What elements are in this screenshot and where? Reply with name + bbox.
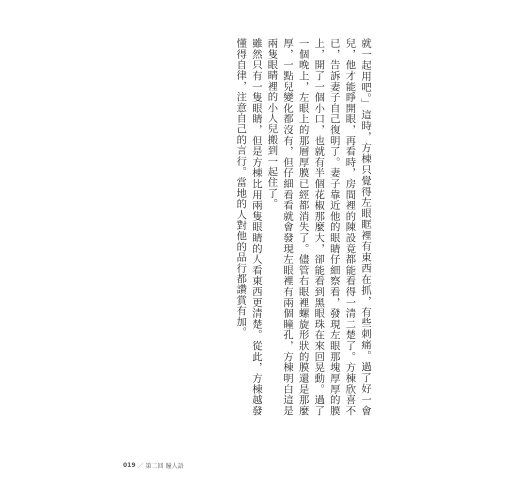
page-number: 019	[123, 462, 136, 469]
page-footer	[123, 461, 184, 470]
chapter-label: 第二回	[145, 463, 164, 470]
chapter-title: 瞳人語	[165, 463, 184, 470]
paragraph-1: 就一起用吧。」這時，方棟只覺得左眼眶裡有東西在抓，有些刺痛。過了好一會兒，他才能睜開眼，再看時，房間裡的陳設竟都能看得一清二楚了。方棟欣喜不已，告訴妻子自己復明了。妻子靠近他的眼睛仔細察看，發現左眼那塊厚厚的膜上，開了一個小口，也就有半個花椒那麼大，卻能看到黑眼珠在來回晃動。過了一個晚上，左眼上的那層厚膜已經都消失了。儘管右眼裡螺旋形狀的膜還是那麼厚，一點兒變化都沒有，但仔細看看就會發現左眼裡有兩個瞳孔，方棟明白這是兩隻眼睛裡的小人兒搬到一起住了。	[265, 38, 371, 416]
paragraph-2: 雖然只有一隻眼睛，但是方棟比用兩隻眼睛的人看東西更清楚。從此，方棟越發懂得自律，注意自己的言行。當地的人對他的品行都讚賞有加。	[234, 38, 262, 416]
footer-separator: ／	[137, 463, 144, 470]
vertical-text-block	[232, 38, 372, 416]
